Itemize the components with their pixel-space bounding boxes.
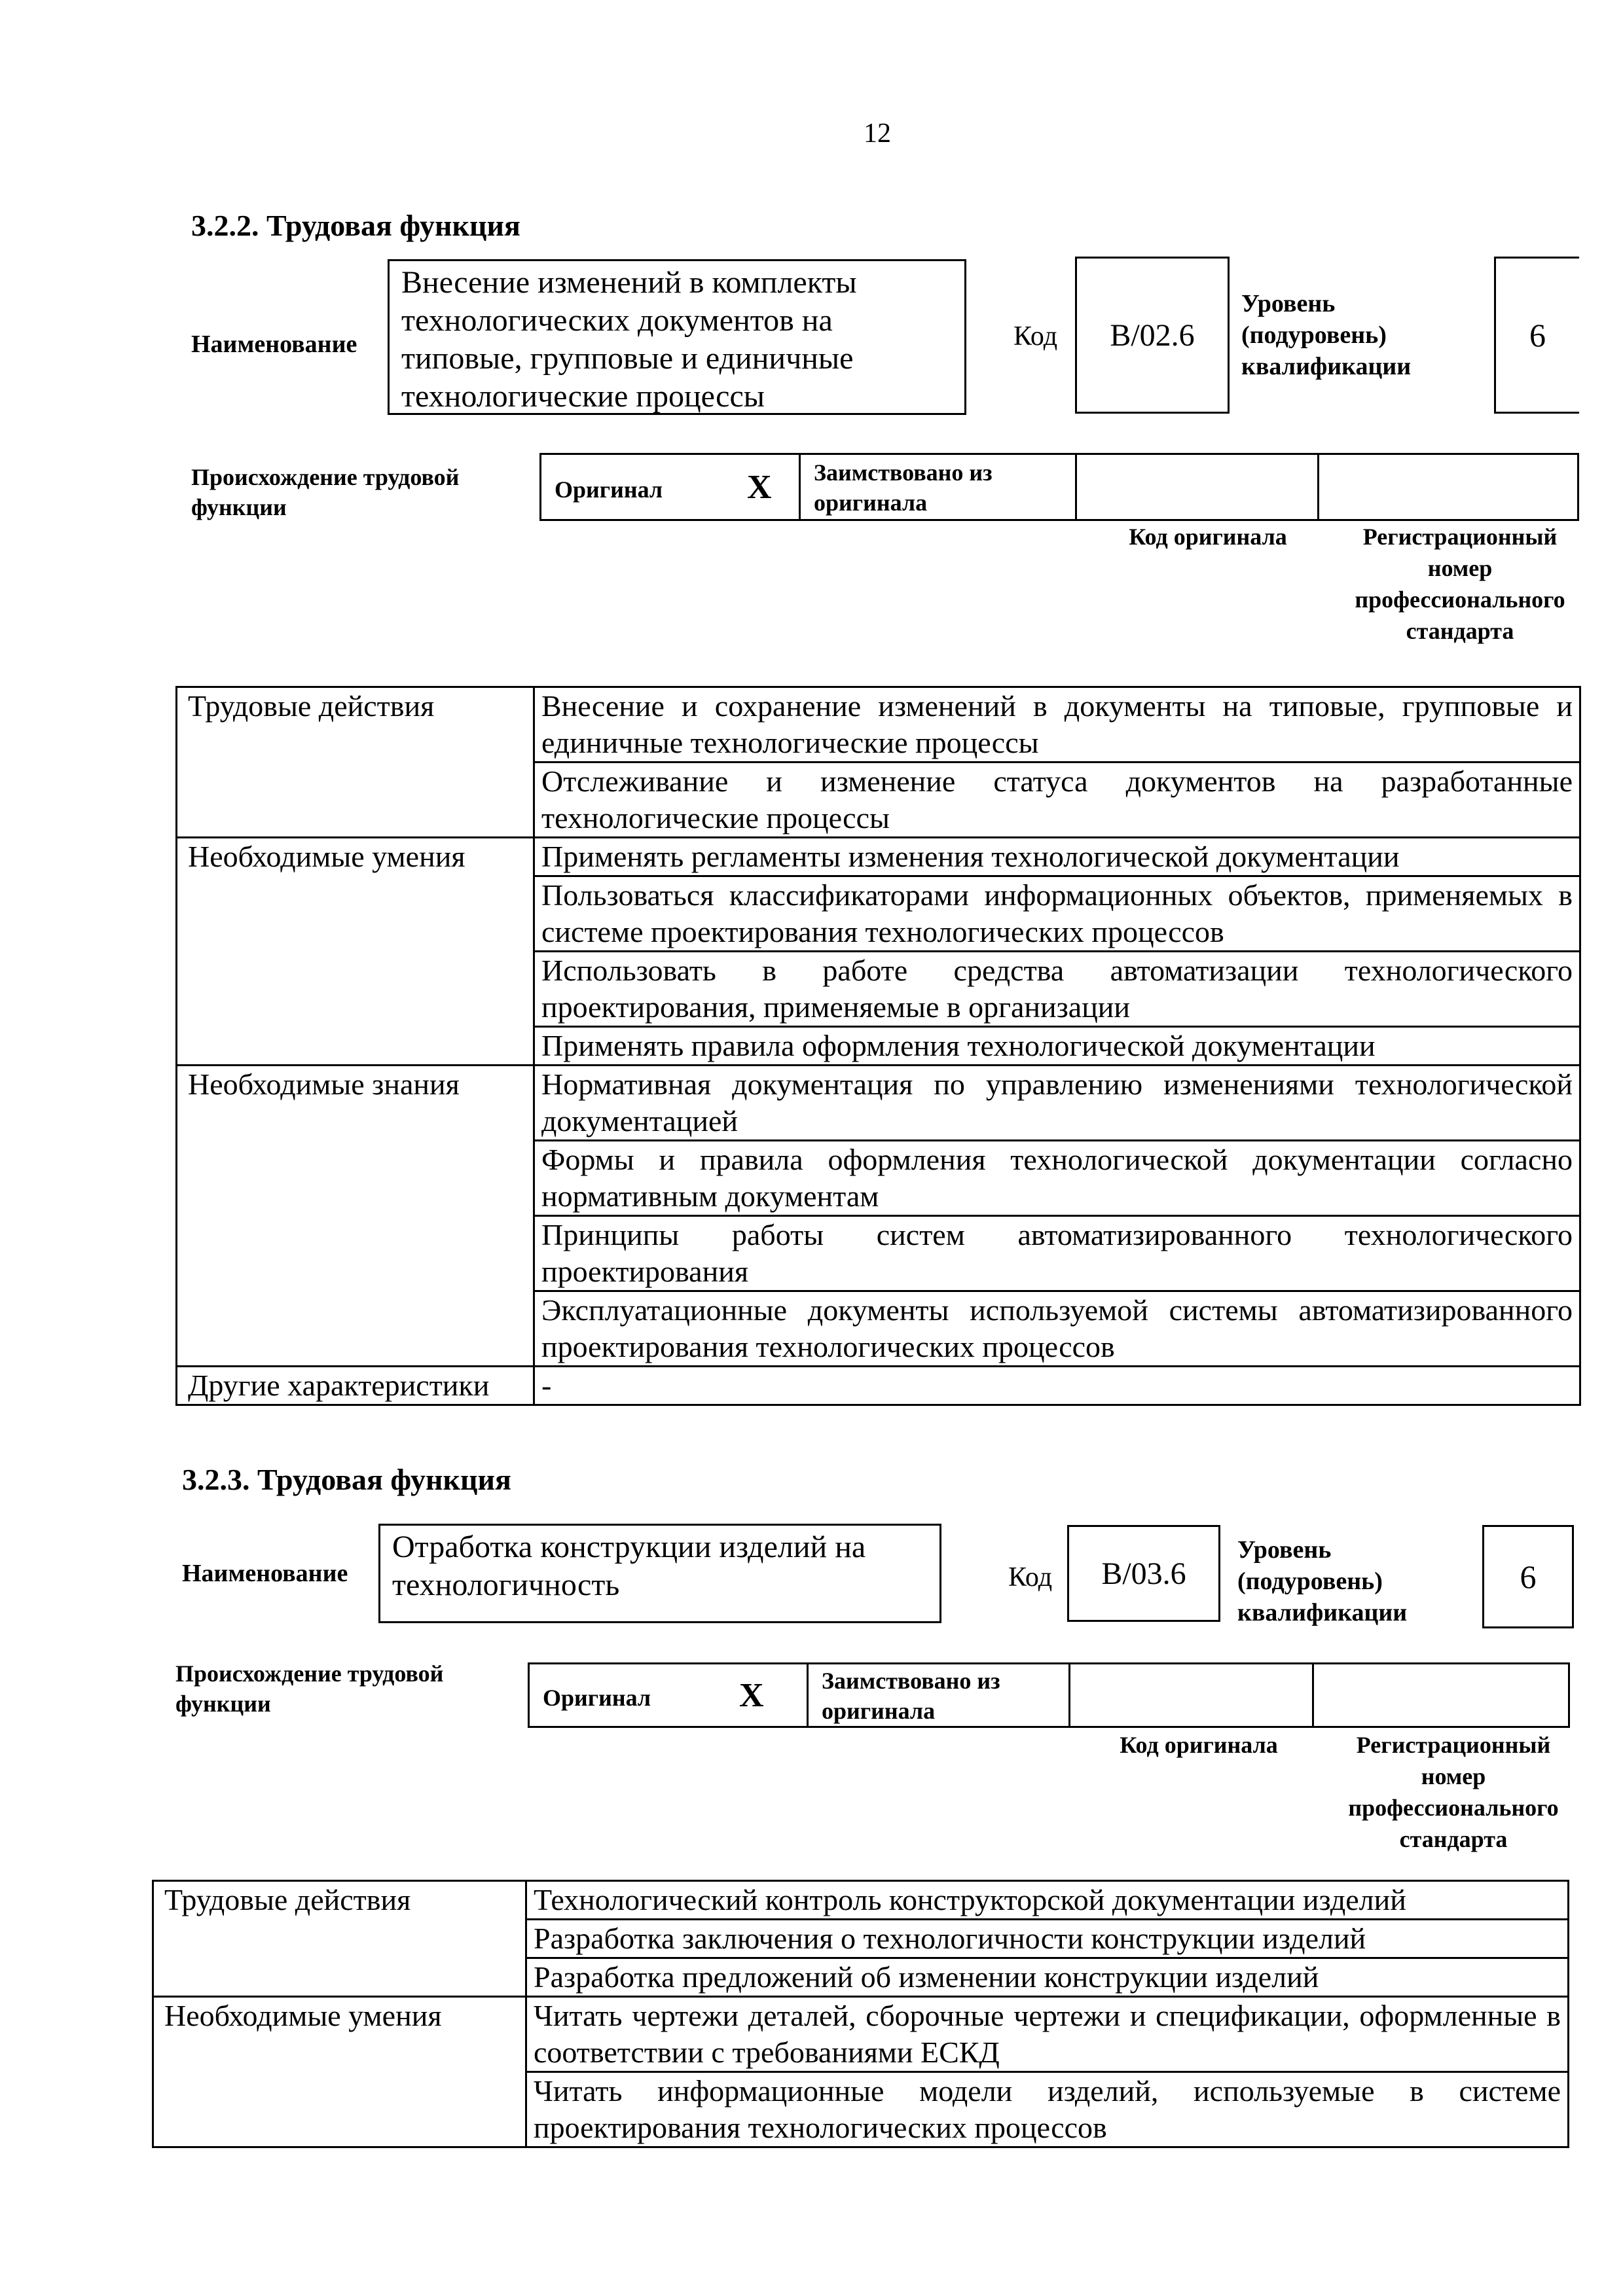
name-label: Наименование bbox=[182, 1560, 348, 1587]
row-label: Необходимые знания bbox=[177, 1066, 534, 1367]
code-label: Код bbox=[1013, 321, 1058, 351]
table-row bbox=[177, 838, 1580, 876]
original-code-caption: Код оригинала bbox=[1120, 1732, 1278, 1758]
original-code-cell bbox=[1077, 455, 1319, 519]
row-item: - bbox=[534, 1367, 1580, 1405]
level-label: Уровень (подуровень) квалификации bbox=[1237, 1536, 1408, 1626]
borrowed-cell bbox=[809, 1664, 1070, 1726]
table-row bbox=[177, 1367, 1580, 1405]
row-label: Необходимые умения bbox=[177, 838, 534, 1066]
row-item: Отслеживание и изменение статуса документов на разработанные технологические процессы bbox=[534, 762, 1580, 838]
origin-label: Происхождение трудовой функции bbox=[191, 464, 460, 520]
function-name-box bbox=[378, 1524, 941, 1623]
function-details-table bbox=[152, 1880, 1569, 2148]
row-item: Формы и правила оформления технологической документации согласно нормативным документам bbox=[534, 1141, 1580, 1216]
code-value: B/03.6 bbox=[1101, 1556, 1186, 1591]
row-item: Читать информационные модели изделий, используемые в системе проектирования технологических процессов bbox=[526, 2072, 1569, 2147]
row-item: Пользоваться классификаторами информационных объектов, применяемых в системе проектирования технологических процессов bbox=[534, 876, 1580, 952]
row-item: Технологический контроль конструкторской документации изделий bbox=[526, 1881, 1569, 1920]
row-label: Трудовые действия bbox=[153, 1881, 526, 1997]
row-item: Читать чертежи деталей, сборочные чертежи и спецификации, оформленные в соответствии с требованиями ЕСКД bbox=[526, 1997, 1569, 2072]
row-label: Трудовые действия bbox=[177, 687, 534, 838]
code-box bbox=[1075, 257, 1230, 414]
reg-number-caption: Регистрационный номер профессионального стандарта bbox=[1355, 524, 1565, 644]
row-item: Применять правила оформления технологической документации bbox=[534, 1027, 1580, 1066]
original-cell bbox=[541, 455, 801, 519]
table-row bbox=[153, 1997, 1569, 2072]
page-number: 12 bbox=[864, 118, 891, 149]
name-label: Наименование bbox=[191, 331, 357, 358]
function-name-value: Внесение изменений в комплекты технологических документов на типовые, групповые и единичные технологические процессы bbox=[401, 265, 857, 414]
code-value: B/02.6 bbox=[1110, 317, 1195, 353]
row-item: Разработка заключения о технологичности конструкции изделий bbox=[526, 1920, 1569, 1958]
borrowed-label: Заимствовано из оригинала bbox=[822, 1668, 1000, 1724]
section-heading: 3.2.2. Трудовая функция bbox=[191, 209, 520, 242]
original-label: Оригинал bbox=[555, 476, 663, 503]
row-item: Нормативная документация по управлению изменениями технологической документацией bbox=[534, 1066, 1580, 1141]
section-heading: 3.2.3. Трудовая функция bbox=[182, 1463, 511, 1496]
function-name-box bbox=[388, 259, 966, 415]
reg-number-cell bbox=[1319, 455, 1581, 519]
origin-label: Происхождение трудовой функции bbox=[175, 1660, 444, 1717]
function-name-value: Отработка конструкции изделий на технологичность bbox=[392, 1530, 866, 1602]
original-mark: X bbox=[739, 1677, 764, 1714]
row-item: Эксплуатационные документы используемой системы автоматизированного проектирования технологических процессов bbox=[534, 1291, 1580, 1367]
origin-table bbox=[539, 453, 1579, 521]
original-cell bbox=[530, 1664, 809, 1726]
reg-number-cell bbox=[1314, 1664, 1572, 1726]
function-details-table bbox=[175, 686, 1581, 1406]
borrowed-label: Заимствовано из оригинала bbox=[814, 459, 993, 516]
borrowed-cell bbox=[801, 455, 1077, 519]
code-label: Код bbox=[1008, 1562, 1053, 1592]
level-label: Уровень (подуровень) квалификации bbox=[1241, 290, 1412, 380]
code-box bbox=[1067, 1525, 1220, 1622]
row-item: Внесение и сохранение изменений в документы на типовые, групповые и единичные технологические процессы bbox=[534, 687, 1580, 762]
original-label: Оригинал bbox=[543, 1685, 651, 1711]
original-code-cell bbox=[1070, 1664, 1314, 1726]
table-row bbox=[177, 687, 1580, 762]
row-item: Разработка предложений об изменении конструкции изделий bbox=[526, 1958, 1569, 1997]
row-item: Применять регламенты изменения технологической документации bbox=[534, 838, 1580, 876]
row-label: Другие характеристики bbox=[177, 1367, 534, 1405]
row-item: Принципы работы систем автоматизированного технологического проектирования bbox=[534, 1216, 1580, 1291]
row-item: Использовать в работе средства автоматизации технологического проектирования, применяемые в организации bbox=[534, 952, 1580, 1027]
level-value: 6 bbox=[1529, 317, 1546, 353]
reg-number-caption: Регистрационный номер профессионального стандарта bbox=[1348, 1732, 1559, 1852]
origin-table bbox=[528, 1662, 1570, 1728]
level-box bbox=[1482, 1525, 1574, 1628]
level-value: 6 bbox=[1520, 1558, 1537, 1595]
table-row bbox=[153, 1881, 1569, 1920]
row-label: Необходимые умения bbox=[153, 1997, 526, 2147]
original-code-caption: Код оригинала bbox=[1129, 524, 1287, 550]
table-row bbox=[177, 1066, 1580, 1141]
level-box bbox=[1494, 257, 1579, 414]
original-mark: X bbox=[747, 469, 772, 506]
